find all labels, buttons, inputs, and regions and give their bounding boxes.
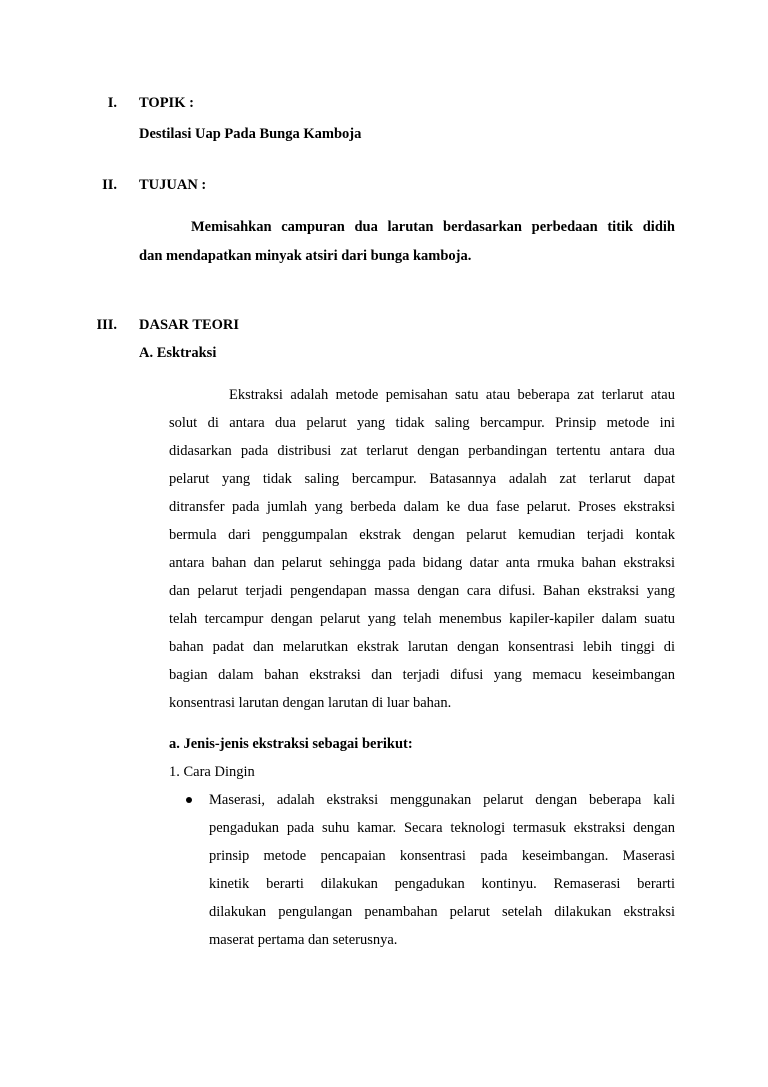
paragraph-line: bahan padat dan melarutkan ekstrak larutan dengan konsentrasi lebih tinggi di <box>169 639 675 655</box>
section-3-heading: DASAR TEORI <box>139 317 240 333</box>
tujuan-line-1: Memisahkan campuran dua larutan berdasarkan perbedaan titik didih <box>191 219 675 235</box>
paragraph-line: dan pelarut terjadi pengendapan massa dengan cara difusi. Bahan ekstraksi yang <box>169 583 675 599</box>
paragraph-line: ditransfer pada jumlah yang berbeda dalam ke dua fase pelarut. Proses ekstraksi <box>169 499 675 515</box>
maserasi-line: prinsip metode pencapaian konsentrasi pada keseimbangan. Maserasi <box>209 848 675 864</box>
tujuan-line-2: dan mendapatkan minyak atsiri dari bunga kamboja. <box>139 248 472 264</box>
paragraph-line: didasarkan pada distribusi zat terlarut dengan perbandingan tertentu antara dua <box>169 443 675 459</box>
maserasi-line: kinetik berarti dilakukan pengadukan kontinyu. Remaserasi berarti <box>209 876 675 892</box>
section-2-heading: TUJUAN : <box>139 177 207 193</box>
topic-title: Destilasi Uap Pada Bunga Kamboja <box>139 126 362 142</box>
paragraph-line: Ekstraksi adalah metode pemisahan satu atau beberapa zat terlarut atau <box>229 387 675 403</box>
cara-dingin-heading: 1. Cara Dingin <box>169 764 255 780</box>
maserasi-line: Maserasi, adalah ekstraksi menggunakan pelarut dengan beberapa kali <box>209 792 675 808</box>
section-1-numeral: I. <box>107 95 117 111</box>
paragraph-line: solut di antara dua pelarut yang tidak saling bercampur. Prinsip metode ini <box>169 415 675 431</box>
jenis-heading: a. Jenis-jenis ekstraksi sebagai berikut: <box>169 736 413 752</box>
section-3-numeral: III. <box>96 317 117 333</box>
paragraph-line: bermula dari penggumpalan ekstrak dengan pelarut kemudian terjadi kontak <box>169 527 675 543</box>
paragraph-line: pelarut yang tidak saling bercampur. Batasannya adalah zat terlarut dapat <box>169 471 675 487</box>
maserasi-line: dilakukan pengulangan penambahan pelarut setelah dilakukan ekstraksi <box>209 904 675 920</box>
maserasi-line: maserat pertama dan seterusnya. <box>209 932 398 948</box>
paragraph-line: konsentrasi larutan dengan larutan di luar bahan. <box>169 695 452 711</box>
paragraph-line: telah tercampur dengan pelarut yang telah menembus kapiler-kapiler dalam suatu <box>169 611 675 627</box>
maserasi-line: pengadukan pada suhu kamar. Secara teknologi termasuk ekstraksi dengan <box>209 820 675 836</box>
paragraph-line: bagian dalam bahan ekstraksi dan terjadi difusi yang memacu keseimbangan <box>169 667 675 683</box>
section-1-heading: TOPIK : <box>139 95 194 111</box>
section-2-numeral: II. <box>102 177 117 193</box>
paragraph-line: antara bahan dan pelarut sehingga pada bidang datar anta rmuka bahan ekstraksi <box>169 555 675 571</box>
subsection-a-heading: A. Esktraksi <box>139 345 217 361</box>
bullet-icon <box>186 797 192 803</box>
